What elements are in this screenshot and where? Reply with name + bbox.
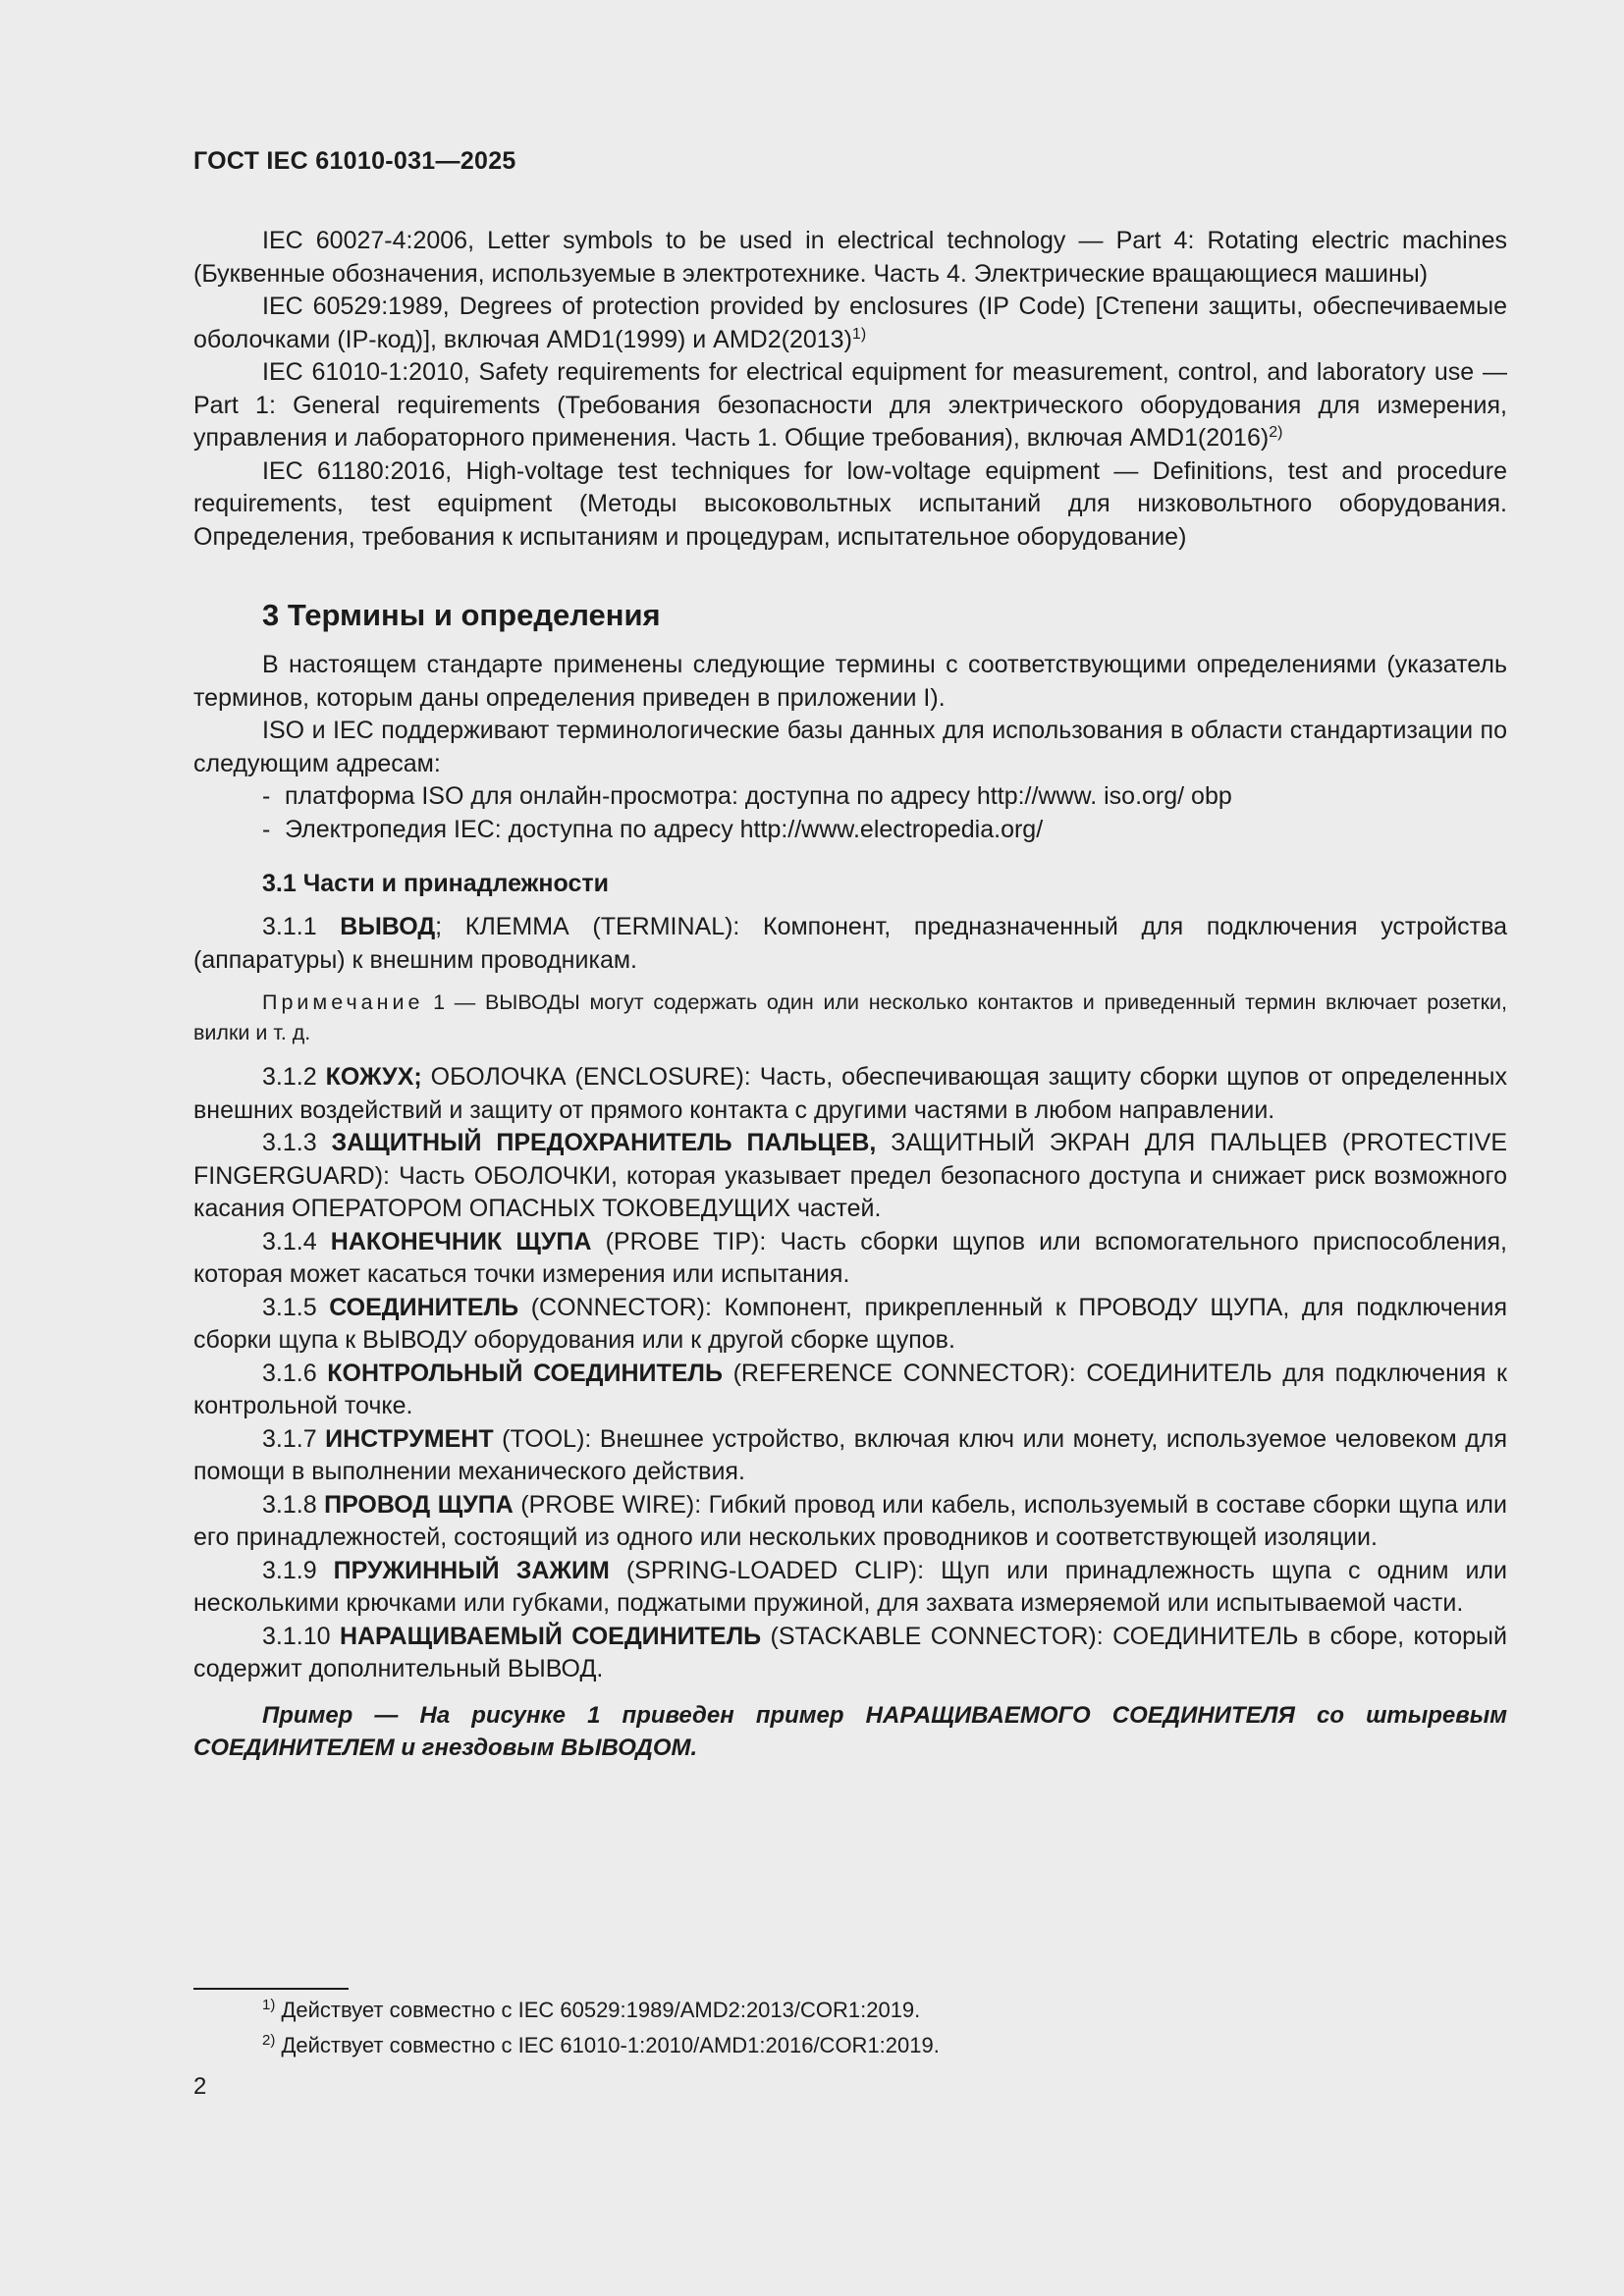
list-item <box>262 814 1507 847</box>
note-label: Примечание <box>262 990 424 1014</box>
term-name: ПРУЖИННЫЙ ЗАЖИМ <box>333 1556 610 1584</box>
term-number: 3.1.4 <box>262 1227 331 1255</box>
footnote-text: Действует совместно с IEC 60529:1989/AMD2:2013/COR1:2019. <box>275 1998 921 2022</box>
footnote-mark: 2) <box>262 2032 276 2049</box>
term-number: 3.1.8 <box>262 1490 325 1519</box>
dash-marker: - <box>262 782 271 810</box>
term-definition <box>193 1423 1507 1489</box>
term-text: ; КЛЕММА (TERMINAL): Компонент, предназначенный для подключения устройства (аппаратуры) к внешним проводникам. <box>193 913 1507 974</box>
list-item-text: платформа ISO для онлайн-просмотра: доступна по адресу http://www. iso.org/ obp <box>285 782 1232 810</box>
term-text: (PROBE WIRE): Гибкий провод или кабель, используемый в составе сборки щупа или его принадлежностей, состоящий из одного или нескольких проводников и соответствующей изоляции. <box>193 1490 1507 1551</box>
term-definition <box>193 911 1507 977</box>
term-number: 3.1.9 <box>262 1556 334 1584</box>
note-text: 1 — ВЫВОДЫ могут содержать один или несколько контактов и приведенный термин включает розетки, вилки и т. д. <box>193 990 1507 1044</box>
page-content <box>193 225 1507 1764</box>
term-number: 3.1.10 <box>262 1622 340 1650</box>
term-number: 3.1.7 <box>262 1424 326 1453</box>
footnote-item <box>262 2028 940 2063</box>
note <box>193 988 1507 1048</box>
term-name: ИНСТРУМЕНТ <box>325 1424 494 1453</box>
term-definition <box>193 1292 1507 1358</box>
term-text: (SPRING-LOADED CLIP): Щуп или принадлежность щупа с одним или несколькими крючками или губками, поджатыми пружиной, для захвата измеряемой или испытываемой части. <box>193 1556 1507 1617</box>
term-name: ПРОВОД ЩУПА <box>324 1490 514 1519</box>
footnotes <box>262 1993 940 2063</box>
term-text: (PROBE TIP): Часть сборки щупов или вспомогательного приспособления, которая может касаться точки измерения или испытания. <box>193 1227 1507 1288</box>
term-name: СОЕДИНИТЕЛЬ <box>329 1293 519 1321</box>
term-name: КОНТРОЛЬНЫЙ СОЕДИНИТЕЛЬ <box>327 1359 723 1387</box>
term-name: ЗАЩИТНЫЙ ПРЕДОХРАНИТЕЛЬ ПАЛЬЦЕВ, <box>331 1129 877 1156</box>
term-number: 3.1.5 <box>262 1293 330 1321</box>
term-definition <box>193 1358 1507 1423</box>
footnote-text: Действует совместно с IEC 61010-1:2010/AMD1:2016/COR1:2019. <box>275 2033 940 2057</box>
footnote-item <box>262 1993 940 2028</box>
term-name: ВЫВОД <box>340 913 436 940</box>
reference-text: IEC 60529:1989, Degrees of protection provided by enclosures (IP Code) [Степени защиты, обеспечиваемые оболочками (IP-код)], включая AMD1(1999) и AMD2(2013) <box>193 293 1507 353</box>
list-item <box>262 780 1507 814</box>
term-definition <box>193 1226 1507 1292</box>
term-definition <box>193 1555 1507 1621</box>
footnote-ref: 2) <box>1269 424 1283 441</box>
example-note: Пример — На рисунке 1 приведен пример НАРАЩИВАЕМОГО СОЕДИНИТЕЛЯ со штыревым СОЕДИНИТЕЛЕМ и гнездовым ВЫВОДОМ. <box>193 1701 1507 1761</box>
term-definition <box>193 1621 1507 1686</box>
standard-code-header: ГОСТ IEC 61010-031—2025 <box>193 147 516 175</box>
term-number: 3.1.6 <box>262 1359 328 1387</box>
section-heading: 3 Термины и определения <box>262 598 661 632</box>
term-text: (STACKABLE CONNECTOR): СОЕДИНИТЕЛЬ в сборе, который содержит дополнительный ВЫВОД. <box>193 1622 1507 1682</box>
footnote-ref: 1) <box>851 325 867 343</box>
reference-item <box>193 356 1507 455</box>
reference-item <box>193 291 1507 356</box>
term-text: (TOOL): Внешнее устройство, включая ключ или монету, используемое человеком для помощи в выполнении механического действия. <box>193 1424 1507 1485</box>
term-number: 3.1.2 <box>262 1063 326 1091</box>
subsection-heading: 3.1 Части и принадлежности <box>262 870 609 897</box>
term-definition <box>193 1061 1507 1127</box>
term-name: НАРАЩИВАЕМЫЙ СОЕДИНИТЕЛЬ <box>339 1622 762 1650</box>
terminology-databases-text: ISO и IEC поддерживают терминологические базы данных для использования в области стандартизации по следующим адресам: <box>193 717 1507 777</box>
term-text: ОБОЛОЧКА (ENCLOSURE): Часть, обеспечивающая защиту сборки щупов от определенных внешних воздействий и защиту от прямого контакта с другими частями в любом направлении. <box>193 1063 1507 1124</box>
term-definition <box>193 1127 1507 1226</box>
term-text: (CONNECTOR): Компонент, прикрепленный к ПРОВОДУ ЩУПА, для подключения сборки щупа к ВЫВОДУ оборудования или к другой сборке щупов. <box>193 1293 1507 1354</box>
term-text: ЗАЩИТНЫЙ ЭКРАН ДЛЯ ПАЛЬЦЕВ (PROTECTIVE FINGERGUARD): Часть ОБОЛОЧКИ, которая указывает предел безопасного доступа и снижает риск возможного касания ОПЕРАТОРОМ ОПАСНЫХ ТОКОВЕДУЩИХ частей. <box>193 1129 1507 1222</box>
reference-item <box>193 455 1507 555</box>
term-definition <box>193 1489 1507 1555</box>
reference-text: IEC 61180:2016, High-voltage test techniques for low-voltage equipment — Definitions, test and procedure requirements, test equipment (Методы высоковольтных испытаний для низковольтного оборудования. Определения, требования к испытаниям и процедурам, испытательное оборудование) <box>193 456 1507 551</box>
term-text: (REFERENCE CONNECTOR): СОЕДИНИТЕЛЬ для подключения к контрольной точке. <box>193 1359 1507 1419</box>
footnote-divider <box>193 1988 349 1990</box>
section-intro: В настоящем стандарте применены следующие термины с соответствующими определениями (указатель терминов, которым даны определения приведен в приложении I). <box>193 651 1507 712</box>
list-item-text: Электропедия IEC: доступна по адресу http://www.electropedia.org/ <box>285 815 1044 843</box>
reference-item <box>193 225 1507 291</box>
term-name: КОЖУХ; <box>325 1063 422 1091</box>
dash-marker: - <box>262 815 271 843</box>
term-number: 3.1.1 <box>262 913 341 940</box>
term-number: 3.1.3 <box>262 1129 332 1156</box>
page-number: 2 <box>193 2073 207 2100</box>
reference-text: IEC 61010-1:2010, Safety requirements for electrical equipment for measurement, control, and laboratory use — Part 1: General requirements (Требования безопасности для электрического оборудования для измерения, управления и лабораторного применения. Часть 1. Общие требования), включая AMD1(2016) <box>193 358 1507 452</box>
footnote-mark: 1) <box>262 1997 276 2013</box>
term-name: НАКОНЕЧНИК ЩУПА <box>330 1227 592 1255</box>
reference-text: IEC 60027-4:2006, Letter symbols to be used in electrical technology — Part 4: Rotating electric machines (Буквенные обозначения, используемые в электротехнике. Часть 4. Электрические вращающиеся машины) <box>193 227 1507 288</box>
